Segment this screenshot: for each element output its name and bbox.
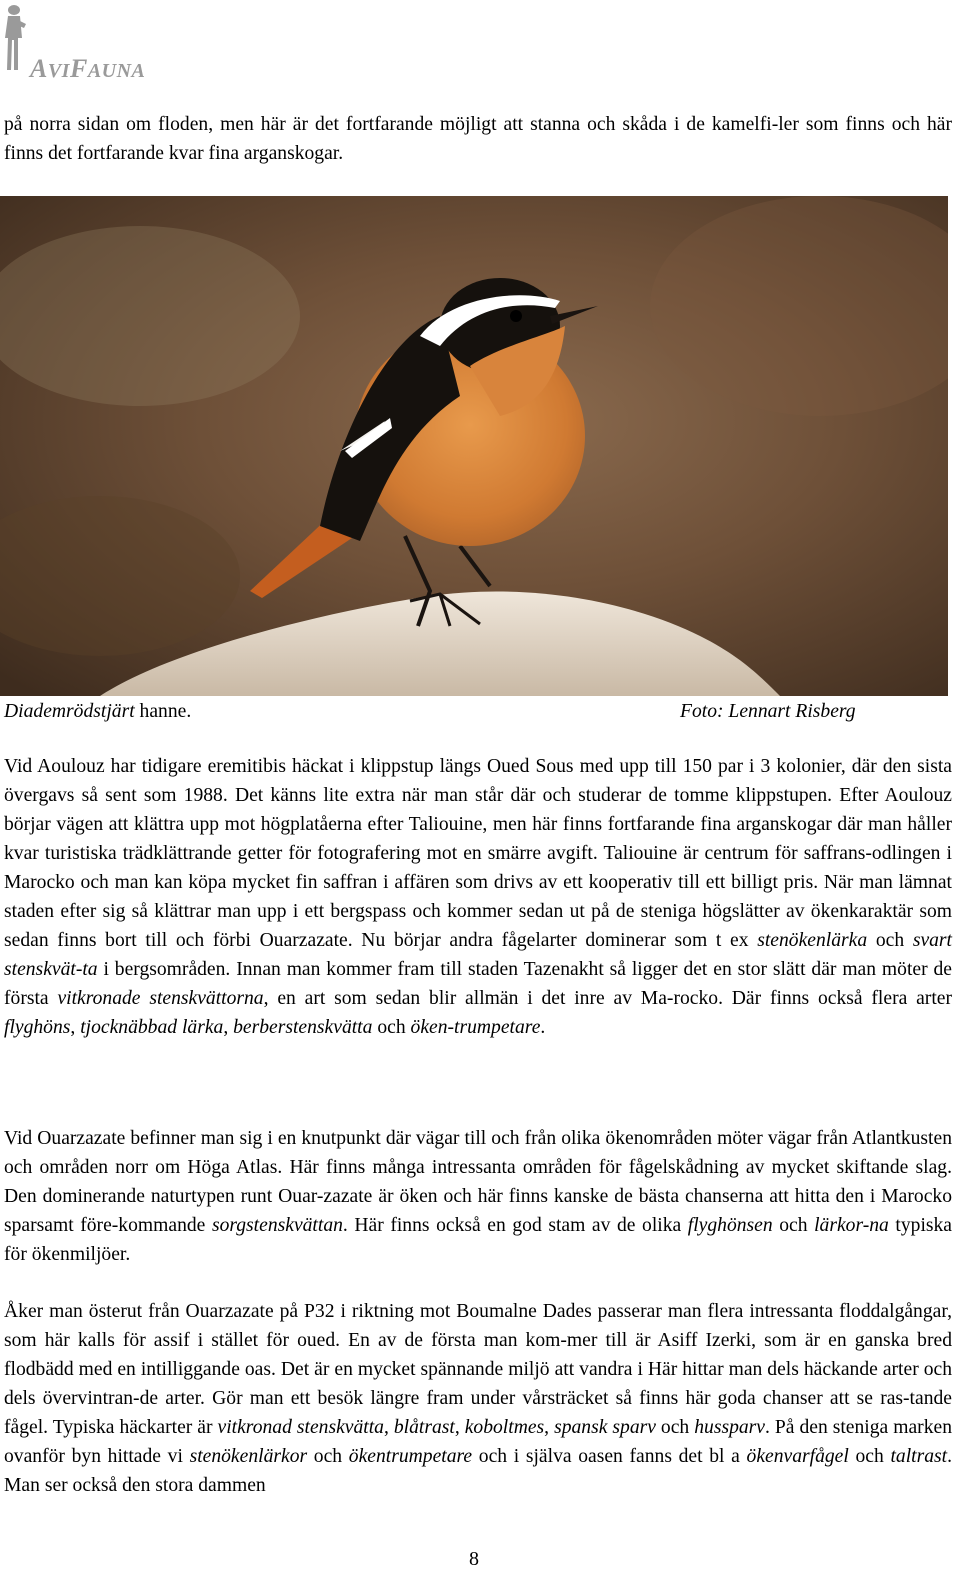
text-run: och bbox=[848, 1446, 891, 1467]
header-logo bbox=[2, 4, 202, 83]
species-name: flyghöns bbox=[4, 1017, 71, 1038]
bird-photo-illustration bbox=[0, 196, 948, 696]
text-run: och bbox=[655, 1417, 695, 1438]
text-run: . bbox=[540, 1017, 546, 1038]
species-name: berberstenskvätta bbox=[233, 1017, 373, 1038]
species-name: blåtrast bbox=[393, 1417, 455, 1438]
species-name: stenökenlärka bbox=[757, 930, 868, 951]
text-run: och bbox=[772, 1215, 815, 1236]
species-name: ökentrumpetare bbox=[348, 1446, 473, 1467]
body-paragraph-2 bbox=[4, 1124, 952, 1269]
text-run: , bbox=[454, 1417, 465, 1438]
bird-watcher-silhouette-icon bbox=[2, 4, 30, 76]
species-name: taltrast bbox=[890, 1446, 948, 1467]
species-name: hussparv bbox=[694, 1417, 765, 1438]
species-name: svart stenskvät-ta bbox=[4, 930, 952, 980]
species-name: stenökenlärkor bbox=[189, 1446, 308, 1467]
body-paragraph-1 bbox=[4, 752, 952, 1042]
species-name: flyghönsen bbox=[687, 1215, 773, 1236]
page-number: 8 bbox=[469, 1548, 479, 1570]
text-run: . Man ser också den stora dammen bbox=[4, 1446, 952, 1496]
species-name: öken-trumpetare bbox=[410, 1017, 541, 1038]
text-run: och i själva oasen fanns det bl a bbox=[472, 1446, 747, 1467]
text-run: och bbox=[372, 1017, 411, 1038]
species-name: lärkor-na bbox=[814, 1215, 889, 1236]
text-run: , en art som sedan blir allmän i det inre av Ma-rocko. Där finns också flera arter bbox=[263, 988, 953, 1009]
bird-on-rock-photo bbox=[0, 196, 948, 696]
text-run: . På den steniga marken ovanför byn hittade vi bbox=[4, 1417, 952, 1467]
species-name: vitkronad stenskvätta bbox=[217, 1417, 384, 1438]
text-run: , bbox=[383, 1417, 394, 1438]
species-name: ökenvarfågel bbox=[746, 1446, 849, 1467]
text-run: i bergsområden. Innan man kommer fram till staden Tazenakht så ligger det en stor slätt där man möter de första bbox=[4, 959, 952, 1009]
species-name: koboltmes bbox=[464, 1417, 545, 1438]
text-run: Åker man österut från Ouarzazate på P32 i riktning mot Boumalne Dades passerar man flera intressanta floddalgångar, som här kalls för assif i stället för oued. En av de första man kom-mer till är Asiff Izerki, som är en ganska bred flodbädd med en intilliggande oas. Det är en mycket spännande miljö att vandra i Här hittar man dels häckande arter och dels övervintran-de arter. Gör man ett besök längre fram under vårsträcket så finns här goda chanser att se ras-tande fågel. Typiska häckarter är bbox=[4, 1301, 952, 1438]
text-run: . Här finns också en god stam av de olika bbox=[342, 1215, 688, 1236]
species-name: tjocknäbbad lärka bbox=[80, 1017, 224, 1038]
text-run: Vid Ouarzazate befinner man sig i en knutpunkt där vägar till och från olika ökenområden möter vägar från Atlantkusten och områden norr om Höga Atlas. Här finns många intressanta områden för fågelskådning av mycket skiftande slag. Den dominerande naturtypen runt Ouar-zazate är öken och här finns kanske de bästa chanserna att hitta den i Marocko sparsamt före-kommande bbox=[4, 1128, 952, 1236]
text-run: och bbox=[307, 1446, 349, 1467]
logo-wordmark: AVIFAUNA bbox=[30, 54, 146, 83]
photo-credit: Foto: Lennart Risberg bbox=[680, 701, 856, 722]
text-run: typiska för ökenmiljöer. bbox=[4, 1215, 953, 1265]
text-run: och bbox=[867, 930, 913, 951]
text-run: Vid Aoulouz har tidigare eremitibis häckat i klippstup längs Oued Sous med upp till 150 par i 3 kolonier, där den sista övergavs så sent som 1988. Det känns lite extra när man står där och studerar de tomme klippstupen. Efter Aoulouz börjar vägen att klättra upp mot högplatåerna efter Taliouine, men här finns fortfarande fina arganskogar där man håller kvar turistiska trädklättrande getter för fotografering mot en smärre avgift. Taliouine är centrum för saffrans-odlingen i Marocko och man kan köpa mycket fin saffran i affären som drivs av ett kooperativ till ett billigt pris. När man lämnat staden efter sig så klättrar man upp i ett bergspass och kommer sedan ut på de steniga högslätter av ökenkaraktär som sedan finns bort till och förbi Ouarzazate. Nu börjar andra fågelarter dominerar som t ex bbox=[4, 756, 952, 951]
text-run: , bbox=[544, 1417, 555, 1438]
photo-caption: Diademrödstjärt hanne. bbox=[4, 701, 192, 722]
text-run: , bbox=[70, 1017, 81, 1038]
intro-paragraph: på norra sidan om floden, men här är det fortfarande möjligt att stanna och skåda i de kamelfi-ler som finns och här finns det fortfarande kvar fina arganskogar. bbox=[4, 114, 952, 164]
species-name: vitkronade stenskvättorna bbox=[57, 988, 264, 1009]
species-name: sorgstenskvättan bbox=[211, 1215, 343, 1236]
text-run: , bbox=[223, 1017, 234, 1038]
species-name: spansk sparv bbox=[554, 1417, 656, 1438]
body-paragraph-3 bbox=[4, 1297, 952, 1500]
